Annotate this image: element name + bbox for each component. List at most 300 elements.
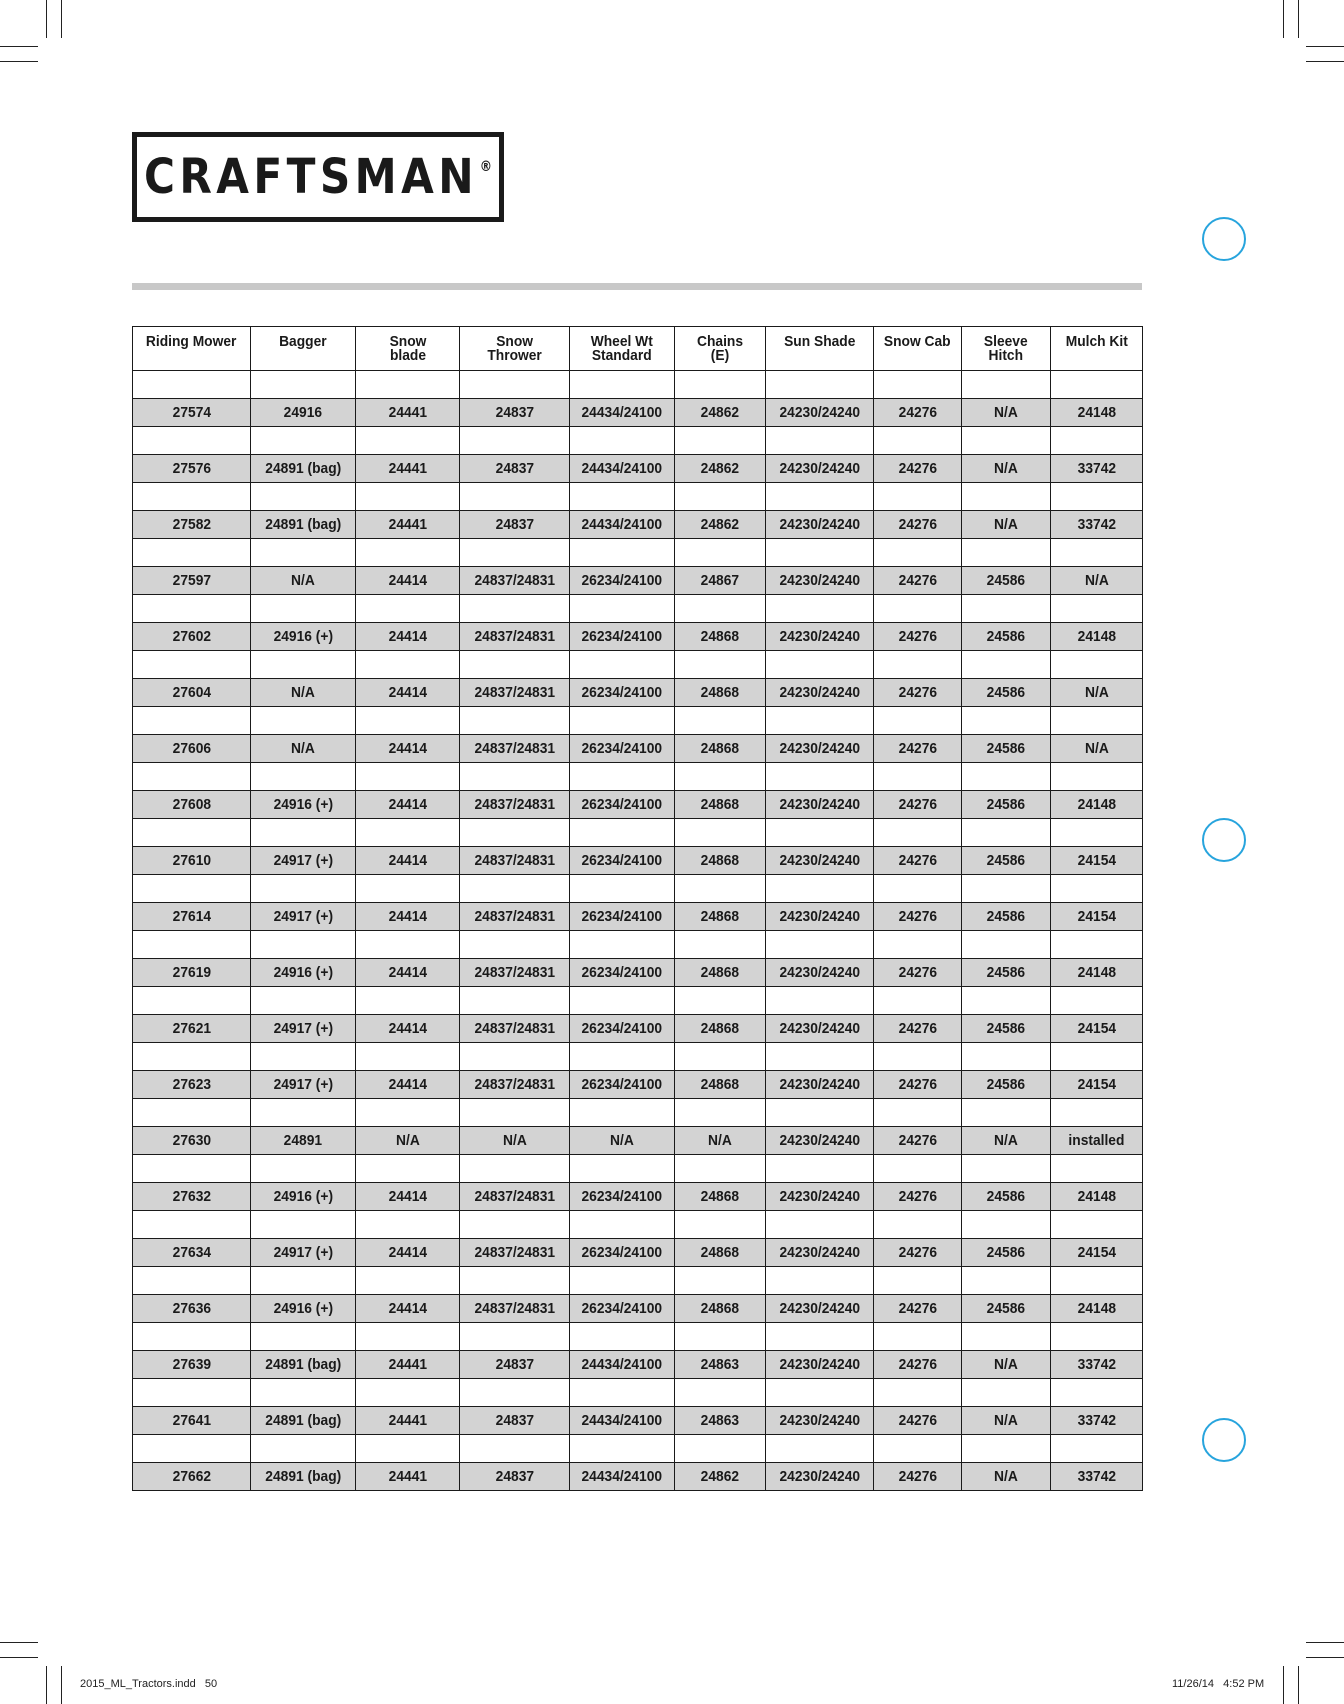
table-cell	[460, 1407, 570, 1435]
table-cell	[874, 567, 962, 595]
table-spacer-cell	[460, 1155, 570, 1183]
table-cell	[460, 1015, 570, 1043]
table-cell	[251, 735, 356, 763]
table-spacer-cell	[766, 427, 874, 455]
table-cell-text: 26234/24100	[581, 1188, 663, 1205]
table-cell	[675, 959, 766, 987]
table-spacer-cell	[460, 707, 570, 735]
table-cell-text: 24434/24100	[581, 516, 663, 533]
table-cell	[962, 567, 1051, 595]
table-row	[133, 903, 1143, 931]
table-cell-text: 24441	[388, 516, 427, 533]
table-spacer-cell	[1051, 1155, 1143, 1183]
table-spacer-cell	[1051, 987, 1143, 1015]
table-cell-text: 24868	[700, 1300, 740, 1317]
table-cell	[570, 399, 675, 427]
table-cell	[962, 623, 1051, 651]
table-cell-text: 33742	[1077, 1356, 1116, 1373]
table-spacer-cell	[460, 1323, 570, 1351]
table-cell-text: 24154	[1077, 908, 1116, 925]
table-cell-text: 24441	[388, 460, 427, 477]
column-header: Chains (E)	[675, 327, 766, 371]
table-spacer-cell	[133, 1155, 251, 1183]
table-spacer-row	[133, 875, 1143, 903]
table-cell-text: 26234/24100	[581, 1020, 663, 1037]
table-cell	[251, 1015, 356, 1043]
crop-mark	[0, 61, 38, 62]
table-cell-text: 24867	[700, 572, 740, 589]
table-cell-text: 24230/24240	[779, 1356, 860, 1373]
table-spacer-cell	[251, 1323, 356, 1351]
table-cell-text: 27602	[172, 628, 211, 645]
table-cell-text: 24414	[388, 908, 427, 925]
table-spacer-cell	[570, 1323, 675, 1351]
table-cell	[570, 1407, 675, 1435]
table-cell	[874, 1015, 962, 1043]
table-cell-text: 27636	[172, 1300, 211, 1317]
table-cell-text: 24837/24831	[474, 1188, 555, 1205]
table-spacer-cell	[962, 931, 1051, 959]
table-cell	[356, 847, 460, 875]
table-cell-text: 24276	[898, 1412, 937, 1429]
column-header: Sleeve Hitch	[962, 327, 1051, 371]
table-spacer-cell	[766, 595, 874, 623]
table-spacer-cell	[356, 651, 460, 679]
table-cell	[1051, 455, 1143, 483]
registered-mark: ®	[479, 159, 493, 175]
table-row	[133, 1015, 1143, 1043]
table-cell-text: N/A	[994, 404, 1018, 421]
table-cell-text: N/A	[1084, 572, 1109, 589]
table-spacer-cell	[133, 1435, 251, 1463]
table-spacer-cell	[874, 763, 962, 791]
table-cell-text: 24230/24240	[779, 516, 860, 533]
table-row	[133, 623, 1143, 651]
table-row	[133, 567, 1143, 595]
table-spacer-cell	[251, 427, 356, 455]
table-cell	[460, 903, 570, 931]
table-spacer-cell	[460, 595, 570, 623]
table-spacer-cell	[570, 1435, 675, 1463]
table-cell	[874, 791, 962, 819]
table-spacer-cell	[766, 1267, 874, 1295]
table-cell	[460, 623, 570, 651]
table-cell-text: 24276	[898, 684, 937, 701]
table-spacer-cell	[675, 1099, 766, 1127]
table-cell	[133, 735, 251, 763]
table-spacer-cell	[251, 819, 356, 847]
table-spacer-cell	[874, 1323, 962, 1351]
table-cell	[1051, 903, 1143, 931]
table-row	[133, 455, 1143, 483]
table-cell-text: 24414	[388, 852, 427, 869]
table-cell	[460, 1071, 570, 1099]
table-spacer-cell	[356, 1323, 460, 1351]
table-cell-text: 27610	[172, 852, 211, 869]
table-cell	[874, 1239, 962, 1267]
table-cell-text: 24891	[283, 1132, 323, 1149]
table-cell	[356, 455, 460, 483]
table-cell-text: 27604	[172, 684, 211, 701]
table-cell	[962, 1071, 1051, 1099]
table-cell-text: 24586	[986, 1076, 1026, 1093]
table-cell	[766, 903, 874, 931]
table-cell-text: 24862	[700, 460, 740, 477]
table-cell-text: 24868	[700, 908, 740, 925]
table-spacer-cell	[251, 987, 356, 1015]
crop-mark	[1298, 0, 1299, 38]
table-cell-text: 24434/24100	[581, 1412, 663, 1429]
table-cell	[570, 1183, 675, 1211]
table-spacer-row	[133, 1155, 1143, 1183]
table-spacer-cell	[1051, 427, 1143, 455]
table-spacer-cell	[962, 763, 1051, 791]
table-cell	[962, 1407, 1051, 1435]
table-spacer-cell	[570, 595, 675, 623]
table-spacer-row	[133, 819, 1143, 847]
table-cell-text: 24837/24831	[474, 908, 555, 925]
table-cell-text: N/A	[291, 684, 315, 701]
table-row	[133, 1239, 1143, 1267]
table-cell	[133, 1463, 251, 1491]
crop-mark	[46, 0, 47, 38]
table-cell-text: 24837/24831	[474, 796, 555, 813]
table-cell	[874, 1351, 962, 1379]
table-cell-text: 27621	[172, 1020, 211, 1037]
table-cell	[251, 1295, 356, 1323]
table-cell-text: 26234/24100	[581, 740, 663, 757]
table-cell	[133, 903, 251, 931]
column-header: Wheel Wt Standard	[570, 327, 675, 371]
table-cell-text: 24230/24240	[779, 628, 860, 645]
table-cell-text: N/A	[994, 516, 1018, 533]
table-cell-text: 33742	[1077, 516, 1116, 533]
table-spacer-row	[133, 931, 1143, 959]
table-spacer-cell	[766, 819, 874, 847]
table-cell-text: 24434/24100	[581, 460, 663, 477]
table-spacer-cell	[874, 875, 962, 903]
table-cell	[766, 455, 874, 483]
table-cell-text: 24276	[898, 1188, 937, 1205]
table-cell	[570, 959, 675, 987]
table-spacer-cell	[133, 595, 251, 623]
table-cell	[766, 623, 874, 651]
table-cell-text: installed	[1068, 1132, 1125, 1149]
table-spacer-cell	[874, 1435, 962, 1463]
table-spacer-cell	[766, 707, 874, 735]
table-cell	[460, 735, 570, 763]
table-cell	[766, 735, 874, 763]
column-header: Snow Thrower	[460, 327, 570, 371]
table-spacer-cell	[356, 539, 460, 567]
table-cell-text: 24868	[700, 1188, 740, 1205]
table-cell	[1051, 791, 1143, 819]
table-cell	[962, 1183, 1051, 1211]
table-cell-text: 24276	[898, 1300, 937, 1317]
crop-mark	[0, 46, 38, 47]
column-header: Bagger	[251, 327, 356, 371]
table-cell-text: 26234/24100	[581, 1076, 663, 1093]
crop-mark	[61, 0, 62, 38]
table-spacer-cell	[675, 1379, 766, 1407]
table-spacer-cell	[133, 931, 251, 959]
table-body	[133, 371, 1143, 1491]
table-row	[133, 511, 1143, 539]
table-cell	[962, 399, 1051, 427]
table-cell	[675, 1071, 766, 1099]
table-cell	[356, 1127, 460, 1155]
table-cell-text: 24586	[986, 796, 1026, 813]
table-spacer-cell	[962, 427, 1051, 455]
table-spacer-cell	[356, 875, 460, 903]
table-cell	[356, 1295, 460, 1323]
crop-mark	[1306, 46, 1344, 47]
table-cell-text: 24868	[700, 740, 740, 757]
table-cell-text: 26234/24100	[581, 684, 663, 701]
table-spacer-cell	[570, 1099, 675, 1127]
table-cell-text: 24230/24240	[779, 572, 860, 589]
table-cell-text: 27619	[172, 964, 211, 981]
table-spacer-cell	[356, 763, 460, 791]
table-spacer-cell	[251, 763, 356, 791]
accessory-parts-table	[132, 326, 1143, 1491]
table-spacer-cell	[874, 651, 962, 679]
table-cell	[675, 903, 766, 931]
table-cell-text: 24837	[495, 460, 534, 477]
table-cell	[675, 511, 766, 539]
table-cell	[356, 735, 460, 763]
table-row	[133, 1127, 1143, 1155]
table-cell-text: 24837/24831	[474, 1076, 555, 1093]
table-cell	[133, 1351, 251, 1379]
table-cell	[570, 455, 675, 483]
table-cell-text: 24148	[1077, 404, 1116, 421]
table-cell	[133, 1127, 251, 1155]
table-cell	[1051, 847, 1143, 875]
table-cell-text: 27630	[172, 1132, 211, 1149]
table-cell	[874, 455, 962, 483]
table-cell-text: 24837/24831	[474, 572, 555, 589]
table-cell	[766, 1407, 874, 1435]
table-spacer-cell	[1051, 707, 1143, 735]
table-spacer-cell	[675, 763, 766, 791]
table-spacer-cell	[356, 819, 460, 847]
table-spacer-cell	[133, 427, 251, 455]
table-cell	[675, 623, 766, 651]
table-cell-text: 24916 (+)	[273, 796, 333, 813]
table-spacer-cell	[133, 539, 251, 567]
table-cell	[1051, 1015, 1143, 1043]
table-cell-text: 26234/24100	[581, 796, 663, 813]
table-cell	[570, 735, 675, 763]
table-cell-text: 24441	[388, 1412, 427, 1429]
table-spacer-cell	[133, 1211, 251, 1239]
table-cell	[962, 1295, 1051, 1323]
table-spacer-cell	[460, 1435, 570, 1463]
table-cell	[133, 679, 251, 707]
crop-mark	[46, 1666, 47, 1704]
table-cell-text: 24414	[388, 796, 427, 813]
table-spacer-cell	[962, 1155, 1051, 1183]
table-cell-text: 24837	[495, 1412, 534, 1429]
table-spacer-cell	[251, 1267, 356, 1295]
table-spacer-cell	[251, 1211, 356, 1239]
table-cell-text: 24414	[388, 628, 427, 645]
table-cell	[1051, 1351, 1143, 1379]
table-cell-text: 24276	[898, 1020, 937, 1037]
table-spacer-cell	[133, 651, 251, 679]
table-cell-text: 24862	[700, 516, 740, 533]
table-cell-text: 24276	[898, 1356, 937, 1373]
table-cell	[675, 1239, 766, 1267]
table-cell-text: 24586	[986, 964, 1026, 981]
table-cell	[766, 679, 874, 707]
table-cell	[251, 1407, 356, 1435]
table-spacer-cell	[962, 1267, 1051, 1295]
table-spacer-row	[133, 595, 1143, 623]
table-cell-text: N/A	[994, 1468, 1018, 1485]
table-cell-text: 24917 (+)	[273, 908, 333, 925]
table-spacer-cell	[133, 1323, 251, 1351]
table-spacer-cell	[675, 987, 766, 1015]
table-spacer-cell	[675, 931, 766, 959]
table-spacer-cell	[962, 1211, 1051, 1239]
table-cell	[766, 1295, 874, 1323]
table-cell	[251, 847, 356, 875]
table-spacer-cell	[1051, 1099, 1143, 1127]
table-spacer-cell	[766, 987, 874, 1015]
table-cell-text: 24868	[700, 628, 740, 645]
table-cell	[570, 791, 675, 819]
table-cell	[874, 399, 962, 427]
crop-mark	[1283, 1666, 1284, 1704]
table-cell	[133, 959, 251, 987]
table-cell-text: 24434/24100	[581, 1468, 663, 1485]
table-cell-text: N/A	[395, 1132, 420, 1149]
table-cell-text: 33742	[1077, 460, 1116, 477]
table-spacer-cell	[251, 1043, 356, 1071]
table-cell	[356, 567, 460, 595]
table-spacer-cell	[766, 483, 874, 511]
table-cell-text: 24868	[700, 796, 740, 813]
table-spacer-cell	[1051, 1379, 1143, 1407]
table-cell	[874, 1183, 962, 1211]
table-cell-text: 24868	[700, 684, 740, 701]
table-cell	[133, 1239, 251, 1267]
table-spacer-cell	[766, 1211, 874, 1239]
table-spacer-cell	[570, 1211, 675, 1239]
table-cell	[251, 1127, 356, 1155]
table-cell-text: 24586	[986, 1300, 1026, 1317]
table-spacer-cell	[962, 483, 1051, 511]
table-spacer-cell	[460, 1099, 570, 1127]
table-spacer-cell	[570, 651, 675, 679]
table-cell-text: 24863	[700, 1412, 740, 1429]
crop-mark	[0, 1642, 38, 1643]
table-cell	[460, 455, 570, 483]
table-cell-text: 24414	[388, 740, 427, 757]
table-spacer-cell	[356, 1099, 460, 1127]
table-cell-text: 24586	[986, 684, 1026, 701]
table-cell	[251, 511, 356, 539]
table-spacer-cell	[251, 371, 356, 399]
table-cell	[251, 567, 356, 595]
table-cell	[251, 1183, 356, 1211]
table-cell	[133, 1071, 251, 1099]
table-cell-text: 24276	[898, 908, 937, 925]
table-spacer-cell	[570, 427, 675, 455]
table-cell	[460, 959, 570, 987]
table-cell-text: 24276	[898, 516, 937, 533]
table-cell-text: 24414	[388, 1076, 427, 1093]
table-cell-text: 24586	[986, 1188, 1026, 1205]
table-cell-text: 24230/24240	[779, 1412, 860, 1429]
punch-hole	[1202, 1418, 1246, 1462]
table-cell-text: 24837	[495, 404, 534, 421]
table-cell	[570, 1351, 675, 1379]
table-cell-text: 24414	[388, 1300, 427, 1317]
table-cell	[133, 847, 251, 875]
table-cell-text: N/A	[994, 1356, 1018, 1373]
crop-mark	[1306, 1657, 1344, 1658]
table-spacer-cell	[356, 595, 460, 623]
table-spacer-cell	[251, 483, 356, 511]
table-spacer-cell	[874, 1211, 962, 1239]
table-spacer-cell	[1051, 595, 1143, 623]
table-cell	[460, 567, 570, 595]
table-cell	[133, 791, 251, 819]
table-spacer-cell	[251, 875, 356, 903]
table-spacer-cell	[251, 707, 356, 735]
table-cell-text: 24276	[898, 1076, 937, 1093]
table-spacer-cell	[1051, 819, 1143, 847]
table-cell	[251, 791, 356, 819]
table-cell	[356, 1071, 460, 1099]
table-cell	[133, 1183, 251, 1211]
column-header: Snow Cab	[874, 327, 962, 371]
table-spacer-cell	[570, 819, 675, 847]
table-cell	[570, 1295, 675, 1323]
table-spacer-row	[133, 763, 1143, 791]
table-spacer-cell	[675, 427, 766, 455]
table-spacer-row	[133, 1379, 1143, 1407]
table-cell	[675, 1407, 766, 1435]
table-cell-text: 24276	[898, 1244, 937, 1261]
table-cell	[1051, 1463, 1143, 1491]
table-cell-text: 24837	[495, 1356, 534, 1373]
table-spacer-cell	[675, 1155, 766, 1183]
table-cell	[675, 399, 766, 427]
table-spacer-cell	[251, 1435, 356, 1463]
table-spacer-cell	[1051, 483, 1143, 511]
table-spacer-cell	[1051, 931, 1143, 959]
table-cell	[874, 1295, 962, 1323]
table-spacer-cell	[675, 483, 766, 511]
table-spacer-cell	[570, 931, 675, 959]
table-spacer-cell	[874, 931, 962, 959]
table-spacer-cell	[874, 371, 962, 399]
table-spacer-cell	[675, 1435, 766, 1463]
table-cell	[133, 399, 251, 427]
table-cell	[460, 1239, 570, 1267]
table-spacer-cell	[570, 763, 675, 791]
table-row	[133, 1463, 1143, 1491]
table-cell-text: 24414	[388, 1188, 427, 1205]
table-spacer-cell	[766, 371, 874, 399]
table-spacer-cell	[766, 931, 874, 959]
table-spacer-cell	[962, 987, 1051, 1015]
table-spacer-cell	[460, 875, 570, 903]
